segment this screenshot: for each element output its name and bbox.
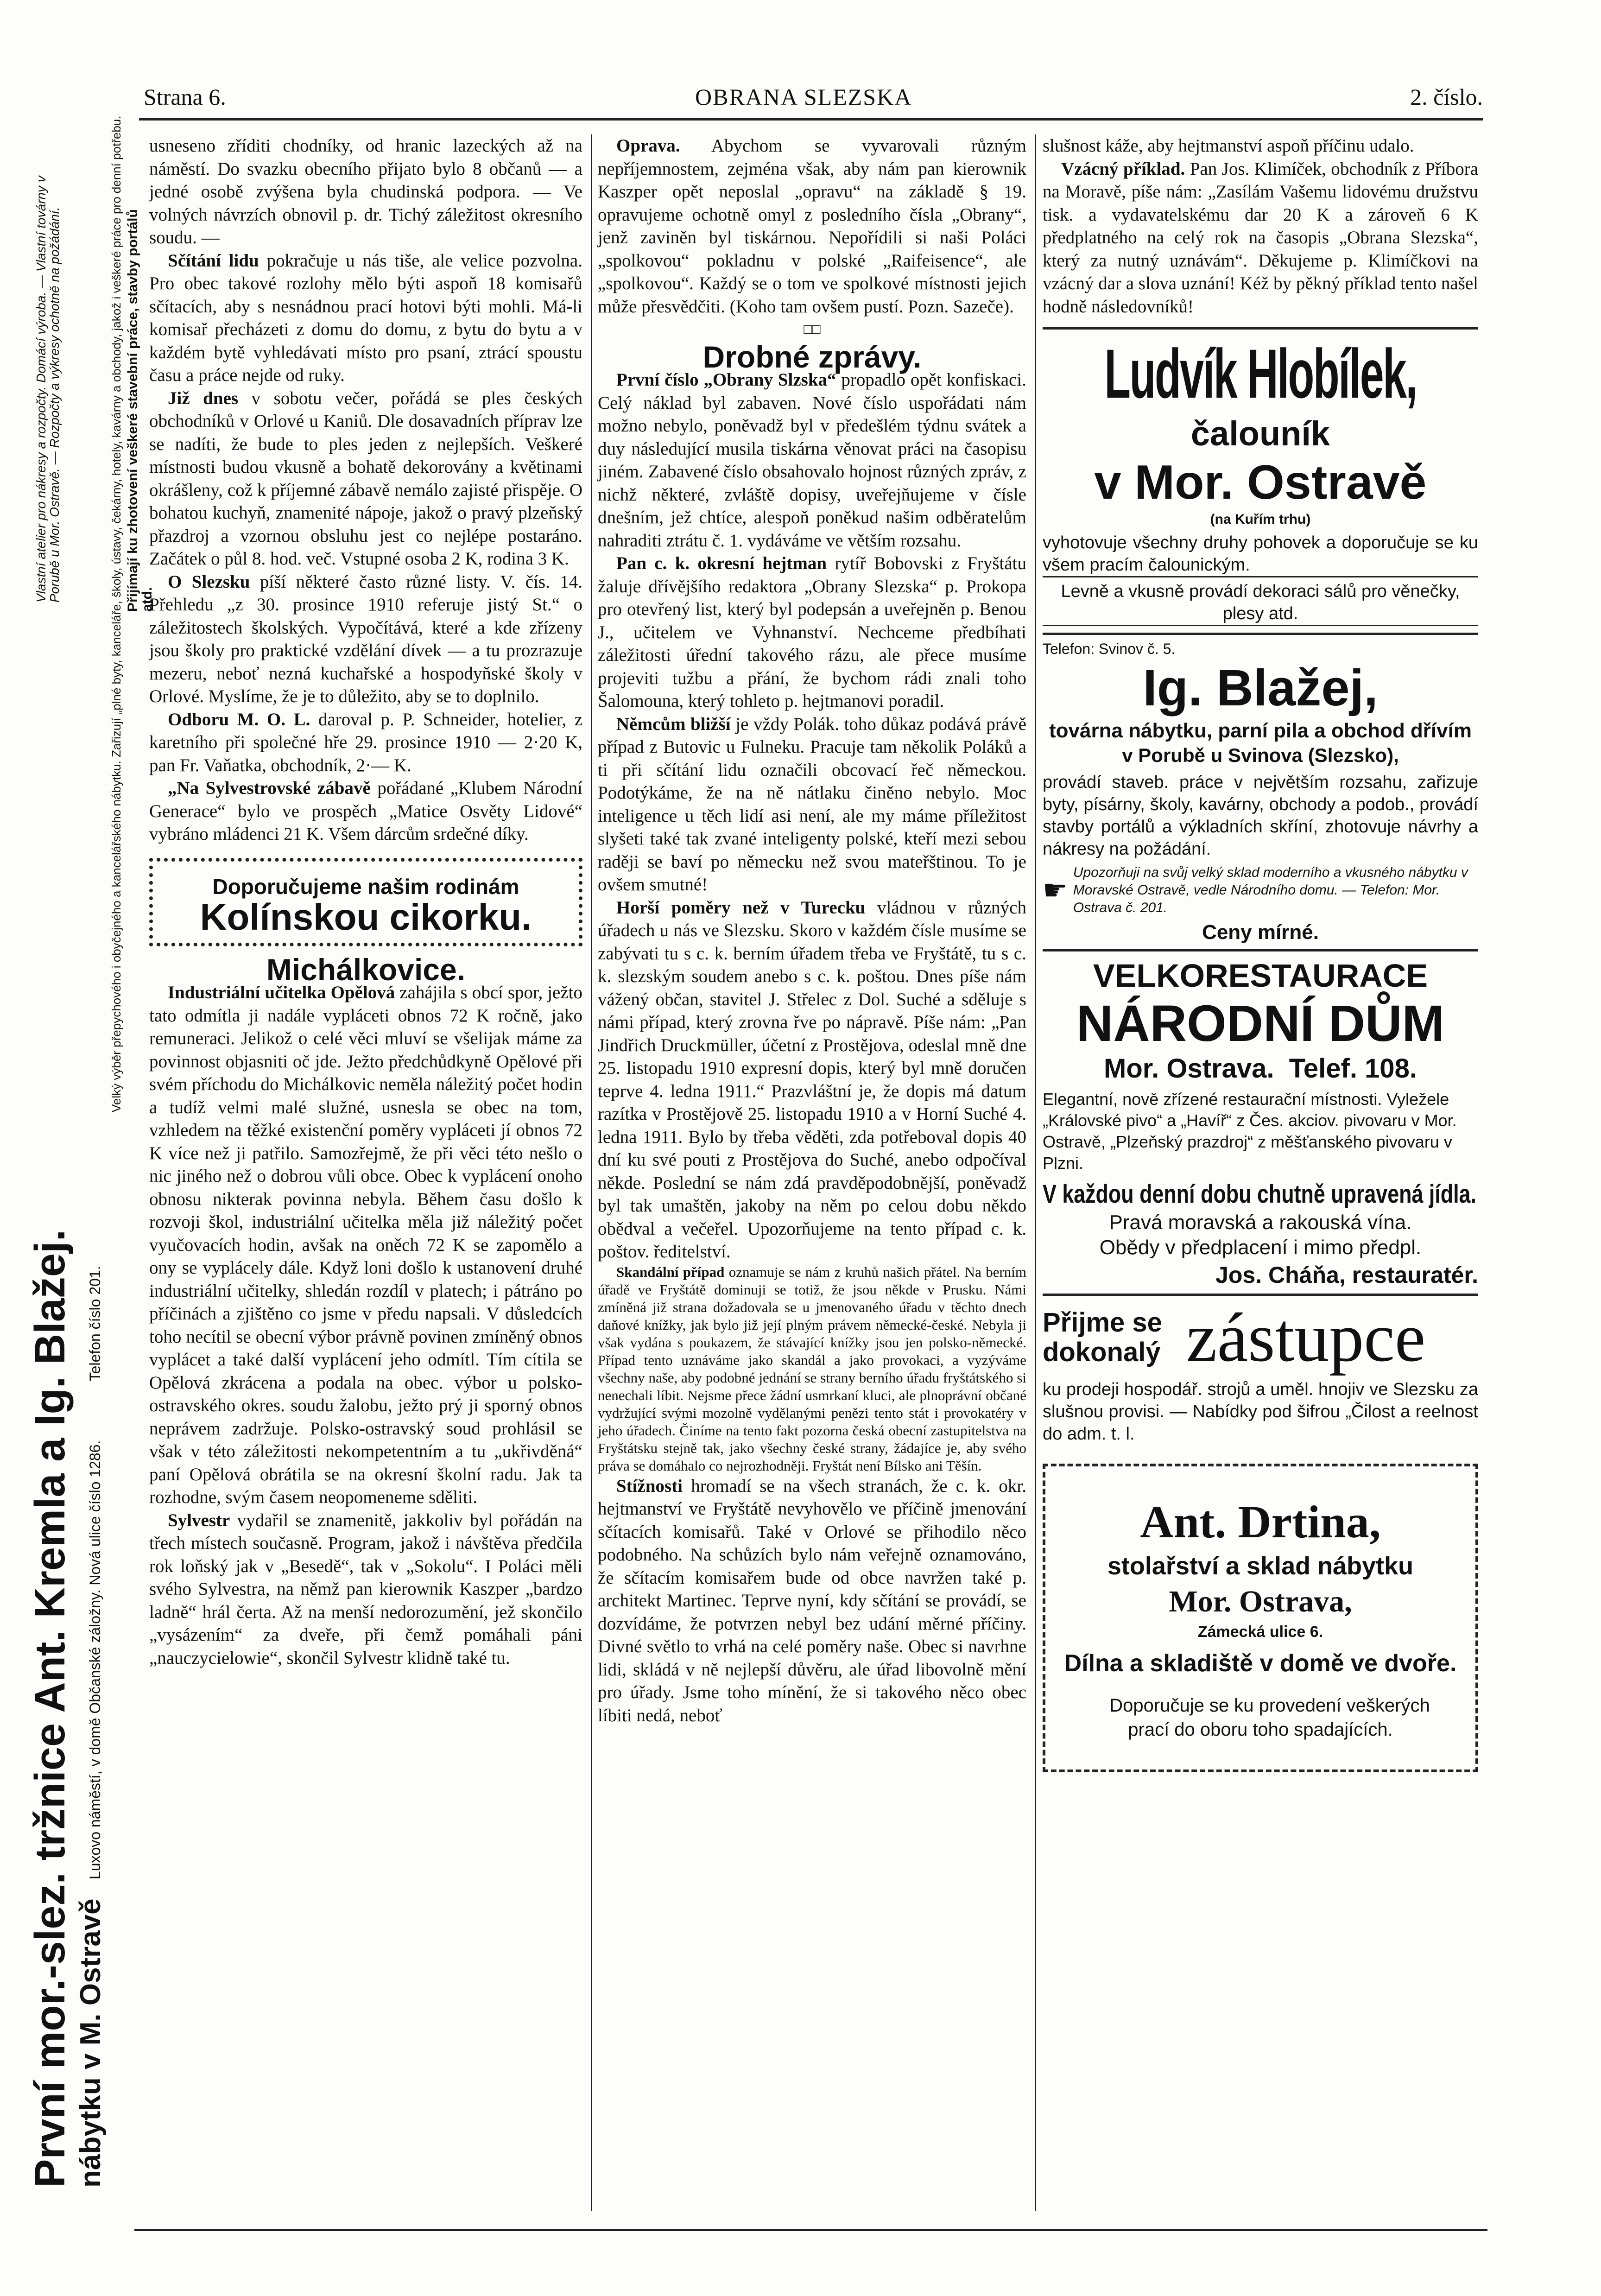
article-paragraph: Stížnosti hromadí se na všech stranách, že c. k. okr. hejtmanství ve Fryštátě nevyhovělo ve příčině jmenování sčítacích komisařů. Také v Orlové se přihodilo něco podobného. Na schůzích bylo nám veřejně oznamováno, že sčítacím komisařem bude od obce navržen také p. architekt Martinec. Teprve nyní, kdy sčítání se provádí, se dozvídáme, že potvrzen nebyl bez udání měrné příčiny. Divné světlo to vrhá na celé poměry naše. Obec si navrhne lidi, skládá v ně nejlepší důvěru, ale úřad libovolně mění pro úřady. Jsme toho mínění, že si takového něco obec líbiti nedá, neboť — [598, 1476, 1027, 1725]
section-heading: Drobné zprávy. — [702, 339, 922, 374]
ad-divider — [1043, 949, 1478, 951]
drtina-advertisement — [1043, 1464, 1478, 1772]
ad-divider — [1043, 1294, 1478, 1296]
article-lead: Sylvestr — [168, 1510, 230, 1530]
article-paragraph: Oprava. Abychom se vyvarovali různým nepříjemnostem, zejména však, aby nám pan kierownik Kaszper opět neposlal „opravu“ na základě § 19. opravujeme ochotně omyl z posledního čísla „Obrany“, jenž zaviněn byl tiskárnou. Nepořídili si naši Poláci „spolkovou“ pokladnu v polské „Raifeisence“, ale „spolkovou“. Každý se o tom ve spolkové místnosti jejich může přesvědčiti. (Koho tam ovšem pustí. Pozn. Sazeče). — [598, 136, 1026, 317]
agent-wanted-advertisement — [1043, 1300, 1478, 1445]
chicory-advertisement — [149, 858, 582, 946]
article-paragraph: Vzácný příklad. Pan Jos. Klimíček, obchodník z Příbora na Moravě, píše nám: „Zasílám Vašemu lidovému družstvu tisk. a vydavatelskému dar 20 K a zároveň 6 K předplatného na celý rok na časopis „Obrana Slezska“, který za nutný uznávám“. Děkujeme p. Klimíčkovi na vzácný dar a slova uznání! Kéž by pěkný příklad tento našel hodně následovníků! — [1043, 159, 1479, 317]
chicory-ad-line1: Doporučujeme našim rodinám — [212, 874, 519, 899]
hlobilek-street: (na Kuřím trhu) — [1210, 512, 1311, 527]
drtina-street: Zámecká ulice 6. — [1197, 1623, 1323, 1641]
article-lead: Oprava. — [616, 136, 680, 156]
article-lead: Již dnes — [168, 388, 239, 408]
restaurant-wine: Pravá moravská a rakouská vína. — [1109, 1211, 1412, 1234]
article-paragraph: O Slezsku píší některé často různé listy. V. čís. 14. Přehledu „z 30. prosince 1910 referuje jistý St.“ o záležitostech školských. Vypočítává, které a kde zřízeny jsou školy pro praktické vzdělání dívek — a tu prozrazuje mezeru, neboť nezná kuchařské a hospodyňské školy v Orlové. Myslíme, že je to důležito, aby se to doplnilo. — [149, 571, 583, 706]
article-lead: Industriální učitelka Opělová — [168, 983, 395, 1002]
agent-ad-text: ku prodeji hospodář. strojů a uměl. hnojiv ve Slezsku za slušnou provisi. — Nabídky pod šifrou „Čilost a reelnost do adm. t. l. — [1043, 1380, 1478, 1444]
article-paragraph: První číslo „Obrany Slzska“ propadlo opět konfiskaci. Celý náklad byl zabaven. Nové číslo uspořádati nám možno nebylo, poněvadž byl v předešlém týdnu svátek a duy následující musila tiskárna věnovat práci na časopisu jiném. Zabavené číslo obsahovalo hojnost různých zpráv, z nichž některé, zvláště dopisy, uveřejňujeme v čísle dnešním, jež chtíce, alespoň poněkud našim odběratelům nahraditi ztrátu č. 1. vydáváme ve větším rozsahu. — [598, 370, 1026, 551]
article-lead: Odboru M. O. L. — [168, 709, 310, 729]
drtina-place: Mor. Ostrava, — [1169, 1585, 1352, 1618]
article-paragraph: Industriální učitelka Opělová zahájila s obcí spor, ježto tato odmítla ji nadále vypláceti obnos 72 K ročně, jako remuneraci. Jelikož o celé věci mluví se všelijak máme za povinnost objasniti oč jde. Ježto předchůdkyně Opělové při svém příchodu do Michálkovic neměla náležitý počet hodin a tudíž velmi malé služné, usnesla se obec na tom, vzhledem na těžké existenční poměry vypláceti jí obnos 72 K více než ji patřilo. Samozřejmě, že při věci této nešlo o nic jiného než o dobrou vůli obce. Obec k vyplácení onoho obnosu nikterak povinna nebyla. Během času došlo k rozvoji škol, industriální učitelka měla již náležitý počet vyučovacích hodin, avšak na oněch 72 K se zapomělo a ony se vyplácely dále. Když loni došlo k ustanovení druhé industriální učitelky, shledán rozdíl v platech; i pátráno po příčinách a zjištěno co jsme v předu napsali. V důsledcích toho necítil se obecní výbor právně povinen zmíněný obnos vyplácet a také další vyplácení jeho odmítl. Tím cítila se Opělová zkrácena a podala na obec. výbor u polsko-ostravského okres. soudu žalobu, ježto prý ji sporný obnos neprávem zadržuje. Polsko-ostravský soud prohlásil se však v této záležitosti nekompetentním a tu „ukřivděná“ paní Opělová obrátila se na okresní školní radu. Jak ta rozhodne, svým časem neopomeneme sděliti. — [149, 983, 583, 1507]
pointing-hand-icon: ☛ — [1043, 875, 1068, 906]
sidebar-works: Přijímají ku zhotovení veškeré stavební práce, stavby portálů atd. — [125, 209, 155, 612]
agent-ad-big: zástupce — [1186, 1299, 1426, 1376]
article-lead: Vzácný příklad. — [1061, 159, 1185, 179]
section-heading: Michálkovice. — [266, 952, 466, 987]
sidebar-atelier: Vlastní atelier pro nákresy a rozpočty. Domácí výroba. — Vlastní továrny v Porubě u Mor. Ostravě. — Rozpočty a výkresy ochotně na požádání. — [33, 176, 62, 603]
newspaper-title: OBRANA SLEZSKA — [695, 84, 912, 110]
drtina-business: stolařství a sklad nábytku — [1107, 1552, 1414, 1580]
restaurant-name: NÁRODNÍ DŮM — [1076, 995, 1445, 1052]
hlobilek-name: Ludvík Hlobílek, — [1104, 335, 1417, 412]
ad-divider — [1043, 633, 1478, 635]
agent-ad-left: Přijme se dokonalý — [1043, 1307, 1162, 1367]
issue-number: 2. číslo. — [1410, 84, 1483, 110]
blazej-business: továrna nábytku, parní pila a obchod dřívím — [1049, 719, 1472, 742]
chicory-ad-line2: Kolínskou cikorku. — [200, 896, 532, 938]
column-1 — [149, 134, 582, 1669]
column-divider — [1035, 134, 1036, 2211]
restaurant-text: Elegantní, nově zřízené restaurační místnosti. Vyležele „Královské pivo“ a „Havíř“ z Čes. akciov. pivovaru v Mor. Ostravě, „Plzeňský prazdroj“ z měšťanského pivovaru v Plzni. — [1043, 1090, 1457, 1173]
article-lead: Sčítání lidu — [168, 250, 259, 271]
article-lead: Němcům bližší — [616, 714, 731, 734]
blazej-telephone: Telefon: Svinov č. 5. — [1043, 641, 1176, 657]
article-paragraph: „Na Sylvestrovské zábavě pořádané „Klubem Národní Generace“ bylo ve prospěch „Matice Osvěty Lidové“ vybráno mládenci 21 K. Všem dárcům srdečné díky. — [149, 778, 583, 844]
blazej-prices: Ceny mírné. — [1202, 921, 1319, 944]
blazej-note: Upozorňuji na svůj velký sklad moderního a vkusného nábytku v Moravské Ostravě, vedle Národního domu. — Telefon: Mor. Ostrava č. 201. — [1073, 865, 1468, 915]
blazej-place: v Porubě u Svinova (Slezsko), — [1122, 744, 1399, 766]
drtina-name: Ant. Drtina, — [1140, 1496, 1381, 1548]
blazej-name: Ig. Blažej, — [1143, 660, 1378, 717]
article-lead: První číslo „Obrany Slzska“ — [616, 370, 836, 390]
article-paragraph: Němcům bližší je vždy Polák. toho důkaz podává právě případ z Butovic u Fulneku. Pracuje tam několik Poláků a ti při sčítání lidu označili obcovací řeč německou. Podotýkáme, že na ně nátlaku činěno nebylo. Moc inteligence u těch lidí asi není, ale my máme příležitost slyšeti také tak zvané inteligenty polské, kteří mezi sebou raději se baví po německu než svou mateřštinou. To je ovšem smutné! — [598, 714, 1026, 894]
article-lead: O Slezsku — [168, 571, 250, 592]
article-lead: Stížnosti — [616, 1476, 683, 1496]
article-lead: Skandální případ — [616, 1263, 725, 1280]
drtina-workshop: Dílna a skladiště v domě ve dvoře. — [1064, 1650, 1457, 1677]
restaurant-place: Mor. Ostrava. Telef. 108. — [1104, 1053, 1417, 1084]
restaurant-meals: Obědy v předplacení i mimo předpl. — [1099, 1236, 1422, 1259]
column-divider — [591, 134, 592, 2211]
hlobilek-text: vyhotovuje všechny druhy pohovek a doporučuje se ku všem pracím čalounickým. — [1043, 532, 1478, 577]
article-paragraph: Odboru M. O. L. daroval p. P. Schneider, hotelier, z karetního při společné hře 29. prosince 1910 — 2·20 K, pan Fr. Vaňatka, obchodník, 2·— K. — [149, 709, 583, 775]
restaurant-daily: V každou denní dobu chutně upravená jídla. — [1043, 1179, 1476, 1208]
narodni-dum-advertisement — [1043, 956, 1478, 1290]
hlobilek-advertisement — [1043, 334, 1478, 626]
page-bottom-rule — [134, 2229, 1487, 2231]
article-paragraph: usneseno zříditi chodníky, od hranic lazeckých až na náměstí. Do svazku obecního přijato bylo 8 občanů — a jedné osobě zvýšena byla chudinská podpora. — Ve volných návrzích obnovil p. dr. Tichý záležitost okresního soudu. — — [149, 136, 582, 247]
sidebar-address: Luxovo náměstí, v domě Občanské záložny. Nová ulice číslo 1286. — [86, 1440, 103, 1880]
column-3 — [1043, 134, 1478, 1772]
page-header — [144, 83, 1483, 116]
article-lead: Horší poměry než v Turecku — [616, 897, 866, 918]
hlobilek-place: v Mor. Ostravě — [1094, 456, 1427, 509]
article-lead: Pan c. k. okresní hejtman — [616, 553, 827, 573]
drtina-text: Doporučuje se ku provedení veškerých prací do oboru toho spadajících. — [1109, 1695, 1430, 1740]
article-paragraph: Sčítání lidu pokračuje u nás tiše, ale velice pozvolna. Pro obec takové rozlohy mělo býti aspoň 18 komisařů sčítacích, aby s nesnádnou prací hotovi býti mohli. Má-li komisař přecházeti z domu do domu, z bytu do bytu a v každém bytě vyhledávati místo pro psaní, ztrácí spoustu času a práce nejde od ruky. — [149, 250, 582, 385]
sidebar-range: Velký výběr přepychového i obyčejného a kancelářského nábytku. Zařizují „plné byty, kanceláře, školy, ústavy, čekárny, hotely, kavárny a obchody, jakož i veškeré práce pro denní potřebu. — [109, 115, 123, 1112]
article-paragraph: Sylvestr vydařil se znamenitě, jakkoliv byl pořádán na třech místech současně. Program, jakož i návštěva předčila rok loňský jak v „Besedě“, tak v „Sokolu“. I Poláci měli svého Sylvestra, na němž pan kierownik Kaszper „bardzo ladně“ hrál čerta. Až na menší nedorozumění, jež skončilo „vysázením“ za dveře, při čemž pomáhali páni „nauczycielowie“, skončil Sylvestr klidně také tu. — [149, 1510, 583, 1668]
article-lead: „Na Sylvestrovské zábavě — [168, 778, 371, 798]
article-paragraph: Skandální případ oznamuje se nám z kruhů našich přátel. Na berním úřadě ve Fryštátě dominuji se totiž, že jsou někde v Prusku. Námi zmíněná již strana dožadovala se u jmenovaného úřadu v těchto dnech daňové knížky, jak bylo již její plným právem německé-české. Nebyla ji však vydána s poukazem, že stávající knížky jsou jen polsko-německé. Případ tento uznáváme jako skandál a jako provokaci, a vyzýváme všechny naše, aby podobné jednání se strany berního úřadu fryštátského si nenechali líbit. Nejsme přece žádní usmrkaní kluci, ale plnoprávní občané vydržující svými mozolně vydělanými penězi tento stát i provokatéry v jeho úřadech. Činíme na tento fakt pozorna česká obecní zastupitelstva na Fryštátsku stejně tak, jako všechny české strany, žádajíce je, aby svého práva se domáhalo co nejrozhodněji. Fryštát není Bílsko ani Těšín. — [598, 1263, 1027, 1474]
sidebar-advertisement — [28, 111, 158, 2188]
sidebar-telephone: Telefon číslo 201. — [86, 1266, 103, 1382]
restaurant-owner: Jos. Cháňa, restauratér. — [1215, 1262, 1478, 1288]
page-number: Strana 6. — [144, 84, 226, 110]
hlobilek-trade: čalouník — [1190, 414, 1330, 453]
blazej-text: provádí staveb. práce v největším rozsahu, zařizuje byty, písárny, školy, kavárny, obchody a podob., provádí stavby portálů a výkladních skříní, zhotovuje návrhy a nákresy na požádání. — [1043, 773, 1478, 859]
sidebar-subheadline: nábytku v M. Ostravě — [74, 1898, 107, 2188]
ad-divider — [1043, 327, 1478, 330]
hlobilek-decoration: Levně a vkusně provádí dekoraci sálů pro věnečky, plesy atd. — [1043, 580, 1478, 626]
article-paragraph: Již dnes v sobotu večer, pořádá se ples českých obchodníků v Orlové u Kaniů. Dle dosavadních příprav lze se nadíti, že bude to ples jeden z nejlepších. Veškeré místnosti budou vkusně a bohatě dekorovány a květinami okrášleny, což k příjemné zábavě nemálo zajisté přispěje. O bohatou kuchyň, znamenité nápoje, jakož o pravý plzeňský přazdroj a vzornou obsluhu jest co nejlépe postaráno. Začátek o půl 8. hod. več. Vstupné osoba 2 K, rodina 3 K. — [149, 388, 582, 569]
article-paragraph: Pan c. k. okresní hejtman rytíř Bobovski z Fryštátu žaluje dřívějšího redaktora „Obrany Slezska“ p. Prokopa pro otevřený list, který byl podepsán a uveřejněn p. Benou J., učitelem ve Vyhnanství. Nechceme předbíhati záležitosti úřední takového rázu, ale přece musíme projeviti tužbu a přání, že bychom rádi znali toho Šalomouna, který tohleto p. hejtmanovi poradil. — [598, 553, 1026, 711]
restaurant-label: VELKORESTAURACE — [1093, 958, 1428, 994]
column-2 — [598, 134, 1026, 1727]
article-paragraph: slušnost káže, aby hejtmanství aspoň příčinu udalo. — [1043, 136, 1414, 156]
header-rule — [139, 118, 1483, 121]
blazej-advertisement — [1043, 640, 1478, 945]
sidebar-headline: První mor.-slez. tržnice Ant. Kremla a Ig. Blažej. — [26, 1229, 74, 2188]
article-paragraph: Horší poměry než v Turecku vládnou v různých úřadech u nás ve Slezsku. Skoro v každém čísle musíme se zabývati tu s c. k. berním úřadem třeba ve Fryštátě, tu s c. k. slezským soudem anebo s c. k. poštou. Dnes píše nám vážený občan, stavitel J. Střelec z Dol. Suché a sděluje s námi případ, který zrovna řve po nápravě. Píše nám: „Pan Jindřich Druckmüller, účetní z Prostějova, odeslal mně dne 25. listopadu 1910 expresní dopis, který byl mně doručen teprve 4. ledna 1911.“ Prazvláštní je, že dopis má datum razítka v Prostějově 25. listopadu 1910 a v Horní Suché 4. ledna 1911. Bylo by třeba věděti, zda potřeboval dopis 40 dní ku své pouti z Prostějova do Suché, anebo odpočíval někde. Poslední se nám zdá pravděpodobnější, poněvadž byl tak umaštěn, jakoby na něm po celou dobu někdo obědval a večeřel. Upozorňujeme na tento případ c. k. poštov. ředitelství. — [598, 897, 1026, 1262]
section-separator: □□ — [804, 322, 821, 337]
